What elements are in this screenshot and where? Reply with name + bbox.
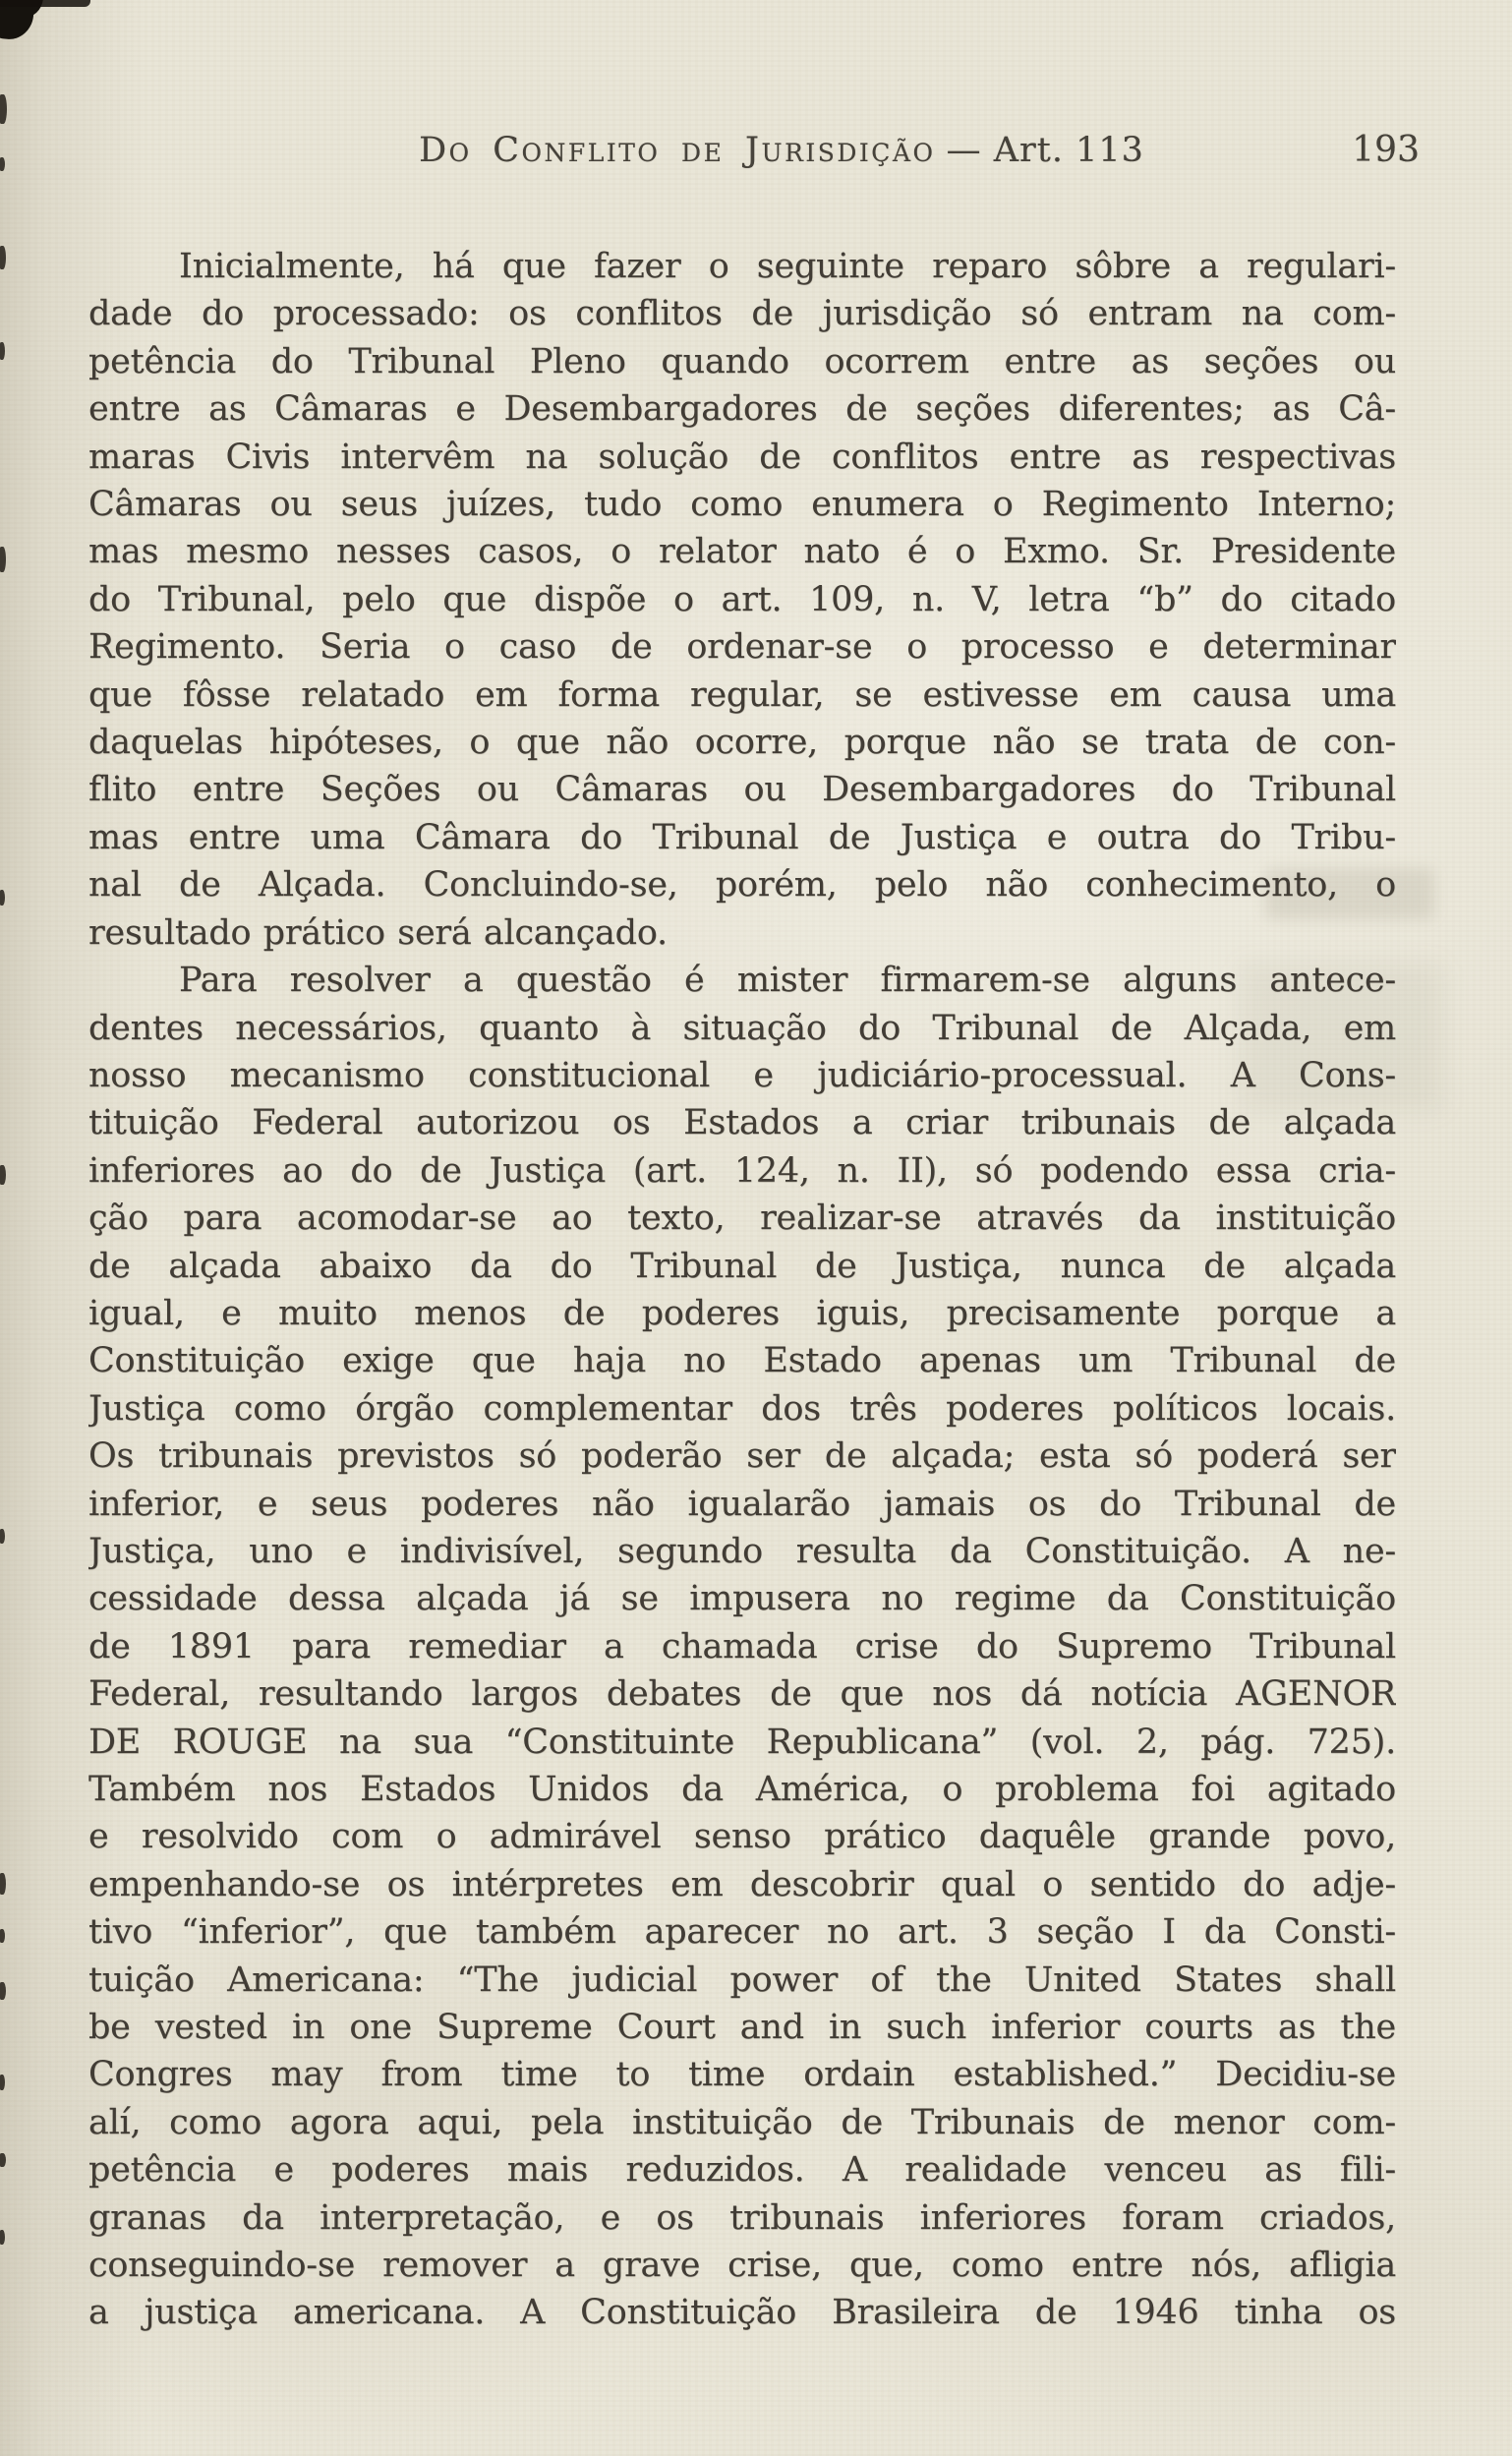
- text-line: resultado prático será alcançado.: [88, 912, 668, 953]
- text-line: igual, e muito menos de poderes iguis, precisamente porque a: [88, 1293, 1396, 1333]
- scan-speck: [0, 1929, 5, 1943]
- text-line: tuição Americana: “The judicial power of the United States shall: [88, 1959, 1396, 2000]
- text-line: inferior, e seus poderes não igualarão jamais os do Tribunal de: [88, 1484, 1396, 1524]
- text-line: Congres may from time to time ordain established.” Decidiu-se: [88, 2055, 1396, 2095]
- text-line: de alçada abaixo da do Tribunal de Justiça, nunca de alçada: [88, 1246, 1396, 1286]
- text-line: entre as Câmaras e Desembargadores de seções diferentes; as Câ-: [88, 389, 1396, 430]
- scan-edge-strip: [0, 0, 90, 7]
- text-line: Inicialmente, há que fazer o seguinte reparo sôbre a regulari-: [179, 247, 1396, 286]
- text-line: e resolvido com o admirável senso prático daquêle grande povo,: [88, 1817, 1396, 1857]
- scan-speck: [0, 94, 7, 124]
- text-line: petência do Tribunal Pleno quando ocorrem entre as seções ou: [88, 341, 1396, 381]
- text-line: granas da interpretação, e os tribunais inferiores foram criados,: [88, 2197, 1396, 2238]
- page-body: [88, 243, 1396, 2337]
- text-line: mas entre uma Câmara do Tribunal de Justiça e outra do Tribu-: [88, 817, 1396, 857]
- text-line: nosso mecanismo constitucional e judiciário-processual. A Cons-: [88, 1055, 1396, 1095]
- text-line: dade do processado: os conflitos de jurisdição só entram na com-: [88, 294, 1396, 334]
- text-line: Justiça como órgão complementar dos três poderes políticos locais.: [88, 1388, 1396, 1429]
- page-number: 193: [1352, 130, 1420, 170]
- text-line: Câmaras ou seus juízes, tudo como enumera o Regimento Interno;: [88, 485, 1396, 525]
- text-line: Federal, resultando largos debates de que nos dá notícia AGENOR: [88, 1674, 1396, 1715]
- scan-speck: [0, 2075, 5, 2090]
- scan-speck: [0, 2153, 6, 2167]
- text-line: daquelas hipóteses, o que não ocorre, porque não se trata de con-: [88, 723, 1396, 763]
- text-line: DE ROUGE na sua “Constituinte Republicana” (vol. 2, pág. 725).: [88, 1722, 1396, 1762]
- text-line: alí, como agora aqui, pela instituição de Tribunais de menor com-: [88, 2102, 1396, 2142]
- chapter-title: Do Conflito de Jurisdição: [419, 131, 936, 170]
- scan-speck: [0, 1165, 6, 1185]
- text-line: dentes necessários, quanto à situação do Tribunal de Alçada, em: [88, 1008, 1396, 1048]
- text-line: conseguindo-se remover a grave crise, que, como entre nós, afligia: [88, 2246, 1396, 2286]
- text-line: mas mesmo nesses casos, o relator nato é o Exmo. Sr. Presidente: [88, 532, 1396, 572]
- text-line: be vested in one Supreme Court and in such inferior courts as the: [88, 2008, 1396, 2048]
- text-line: de 1891 para remediar a chamada crise do Supremo Tribunal: [88, 1626, 1396, 1667]
- scan-corner-blob: [0, 0, 35, 41]
- text-line: que fôsse relatado em forma regular, se estivesse em causa uma: [88, 674, 1396, 715]
- running-header: [0, 129, 1512, 178]
- scan-speck: [0, 246, 6, 269]
- text-line: a justiça americana. A Constituição Brasileira de 1946 tinha os: [88, 2293, 1396, 2333]
- text-line: Para resolver a questão é mister firmarem-se alguns antece-: [179, 961, 1396, 1001]
- text-line: do Tribunal, pelo que dispõe o art. 109, n. V, letra “b” do citado: [88, 579, 1396, 619]
- text-line: nal de Alçada. Concluindo-se, porém, pelo não conhecimento, o: [88, 865, 1396, 906]
- scan-speck: [0, 2230, 5, 2245]
- scan-speck: [0, 547, 6, 572]
- text-line: Constituição exige que haja no Estado apenas um Tribunal de: [88, 1341, 1396, 1381]
- paragraph: [88, 957, 1396, 2337]
- text-line: flito entre Seções ou Câmaras ou Desembargadores do Tribunal: [88, 770, 1396, 810]
- scan-speck: [0, 342, 5, 360]
- text-line: ção para acomodar-se ao texto, realizar-se através da instituição: [88, 1199, 1396, 1239]
- article-reference: — Art. 113: [946, 131, 1144, 170]
- scan-speck: [0, 890, 5, 906]
- text-line: tituição Federal autorizou os Estados a criar tribunais de alçada: [88, 1103, 1396, 1143]
- scan-speck: [0, 1529, 5, 1544]
- paragraph: [88, 243, 1396, 957]
- running-header-title: [419, 129, 1144, 172]
- text-line: tivo “inferior”, que também aparecer no art. 3 seção I da Consti-: [88, 1912, 1396, 1953]
- text-line: cessidade dessa alçada já se impusera no regime da Constituição: [88, 1579, 1396, 1619]
- text-line: Os tribunais previstos só poderão ser de alçada; esta só poderá ser: [88, 1436, 1396, 1477]
- text-line: Também nos Estados Unidos da América, o problema foi agitado: [88, 1770, 1396, 1809]
- scan-speck: [0, 1982, 6, 2000]
- text-line: inferiores ao do de Justiça (art. 124, n. II), só podendo essa cria-: [88, 1150, 1396, 1191]
- text-line: maras Civis intervêm na solução de conflitos entre as respectivas: [88, 437, 1396, 477]
- text-line: Justiça, uno e indivisível, segundo resulta da Constituição. A ne-: [88, 1531, 1396, 1571]
- text-line: Regimento. Seria o caso de ordenar-se o processo e determinar: [88, 627, 1396, 668]
- scan-speck: [0, 1873, 6, 1895]
- text-line: petência e poderes mais reduzidos. A realidade venceu as fili-: [88, 2150, 1396, 2191]
- text-line: empenhando-se os intérpretes em descobrir qual o sentido do adje-: [88, 1864, 1396, 1904]
